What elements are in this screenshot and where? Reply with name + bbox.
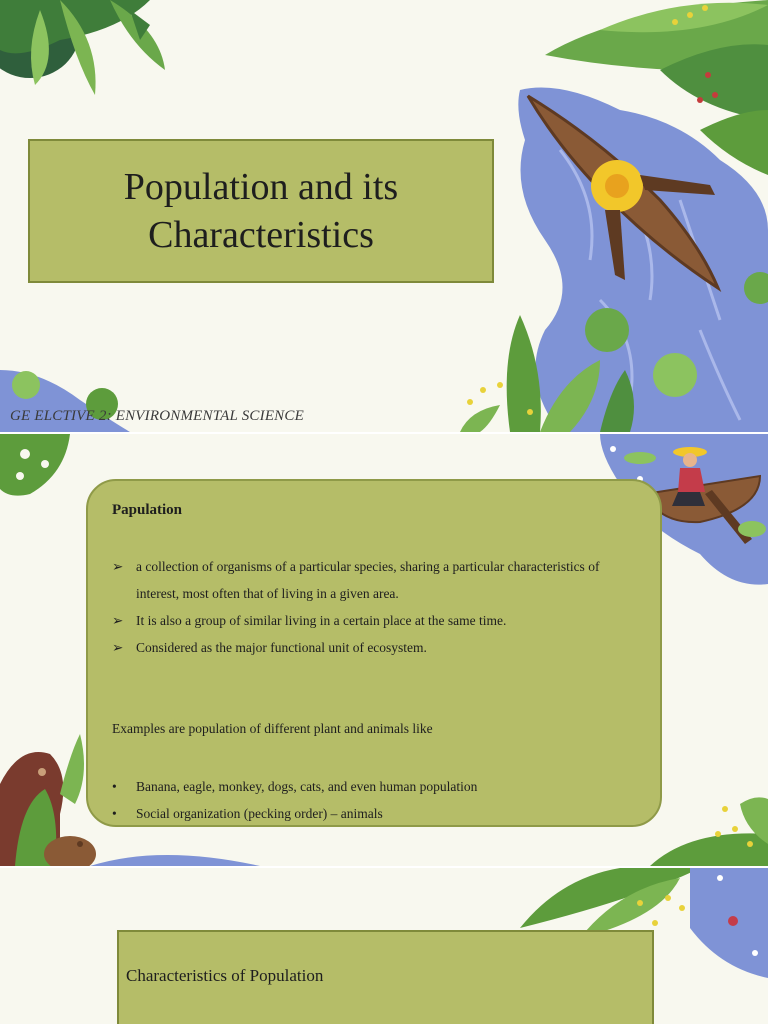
list-item [112, 607, 642, 634]
examples-intro: Examples are population of different plant and animals like [112, 721, 433, 736]
list-item [112, 553, 642, 607]
definition-text: Considered as the major functional unit of ecosystem. [136, 640, 427, 655]
monstera-leaf-top-left [0, 434, 70, 496]
list-item [112, 634, 642, 661]
slide-title-text: Population and its Characteristics [123, 166, 399, 256]
arrow-bullet-icon: ➢ [112, 640, 124, 655]
example-text: Banana, eagle, monkey, dogs, cats, and even human population [136, 779, 478, 794]
section-heading: Papulation [112, 502, 183, 518]
list-item [112, 773, 642, 800]
dot-bullet-icon: • [112, 806, 117, 821]
definition-list [112, 553, 642, 661]
title-box [28, 139, 494, 283]
dot-bullet-icon: • [112, 779, 117, 794]
arrow-bullet-icon: ➢ [112, 559, 124, 574]
arrow-bullet-icon: ➢ [112, 613, 124, 628]
example-text: Social organization (pecking order) – animals [136, 806, 383, 821]
slide-title [0, 0, 768, 432]
plants-bottom-right-2 [650, 797, 768, 866]
definition-text: a collection of organisms of a particular species, sharing a particular characteristics of interest, most often that of living in a given area. [136, 559, 600, 601]
foliage-top-left [0, 0, 165, 95]
population-content-box [86, 479, 662, 827]
definition-text: It is also a group of similar living in a certain place at the same time. [136, 613, 507, 628]
examples-list [112, 773, 642, 827]
slide-characteristics [0, 868, 768, 1024]
characteristics-title-box [117, 930, 654, 1024]
course-subtitle: GE ELCTIVE 2: ENVIRONMENTAL SCIENCE [10, 408, 304, 424]
list-item [112, 800, 642, 827]
slide-population-definition [0, 434, 768, 866]
characteristics-title: Characteristics of Population [126, 966, 324, 985]
